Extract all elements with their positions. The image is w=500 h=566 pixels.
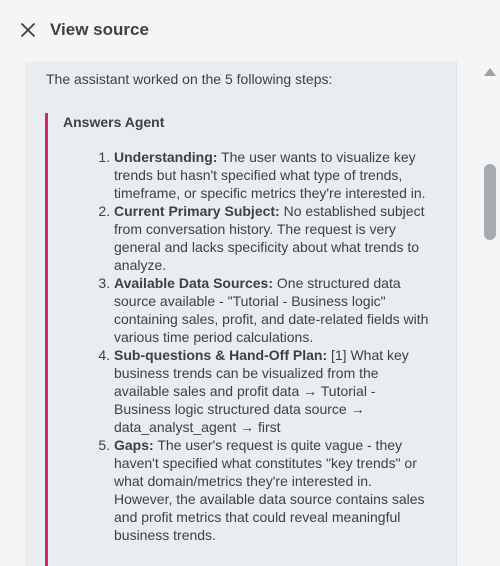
step-item [114,274,434,346]
agent-block [45,113,438,566]
scroll-thumb[interactable] [484,164,496,240]
step-text: The user's request is quite vague - they haven't specified what constitutes "key trends" or what domain/metrics they're interested in. However, the available data source contains sales and profit metrics that could reveal meaningful business trends. [114,437,425,543]
step-item [114,346,434,436]
step-label: Current Primary Subject: [114,203,280,219]
step-text: One structured data source available - "Tutorial - Business logic" containing sales, profit, and date-related fields with various time period calculations. [114,275,429,345]
step-text: No established subject from conversation history. The request is very general and lacks specificity about what trends to analyze. [114,203,425,273]
steps-list [94,148,434,544]
scroll-up-arrow-icon[interactable] [484,68,496,76]
step-item [114,148,434,202]
agent-title: Answers Agent [63,114,165,130]
intro-text: The assistant worked on the 5 following steps: [46,71,333,87]
step-label: Understanding: [114,149,218,165]
step-text: The user wants to visualize key trends but hasn't specified what type of trends, timeframe, or specific metrics they're interested in. [114,149,426,201]
step-label: Sub-questions & Hand-Off Plan: [114,347,328,363]
step-item [114,202,434,274]
header [0,0,500,62]
vertical-scrollbar[interactable] [482,62,498,566]
step-label: Gaps: [114,437,154,453]
step-item [114,436,434,544]
close-icon[interactable] [20,22,38,40]
step-text: [1] What key business trends can be visualized from the available sales and profit data → Tutorial - Business logic structured data source → data_analyst_agent → first [114,347,409,435]
step-label: Available Data Sources: [114,275,273,291]
page-title: View source [50,20,149,39]
source-content [25,62,457,566]
